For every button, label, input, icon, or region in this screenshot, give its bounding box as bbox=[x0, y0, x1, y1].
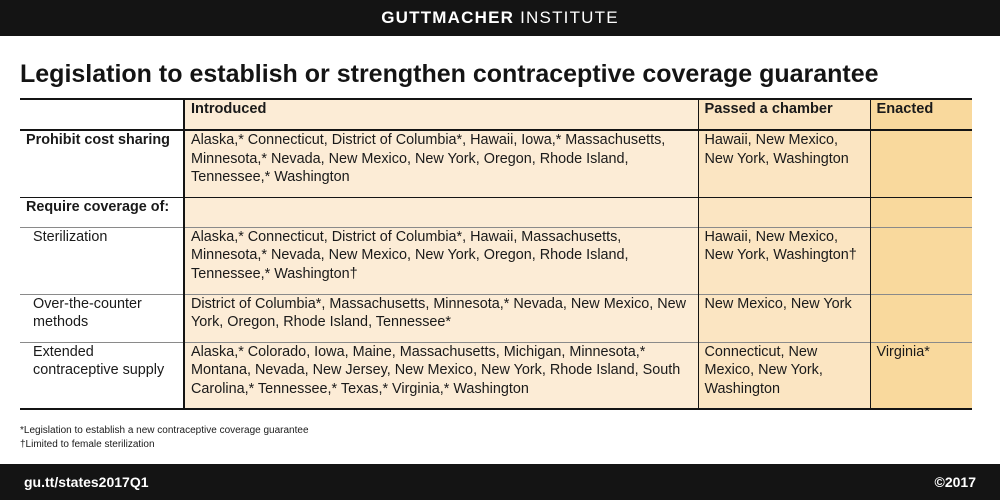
header-bar bbox=[0, 0, 1000, 36]
column-header-label bbox=[20, 99, 184, 130]
table-row bbox=[20, 294, 972, 342]
footer-link[interactable]: gu.tt/states2017Q1 bbox=[24, 474, 149, 490]
introduced-cell: Alaska,* Colorado, Iowa, Maine, Massachusetts, Michigan, Minnesota,* Montana, Nevada, New Jersey, New Mexico, New York, Rhode Island, South Carolina,* Tennessee,* Texas,* Virginia,* Washington bbox=[184, 342, 698, 409]
column-header-enacted: Enacted bbox=[870, 99, 972, 130]
introduced-cell: District of Columbia*, Massachusetts, Minnesota,* Nevada, New Mexico, New York, Oregon, Rhode Island, Tennessee* bbox=[184, 294, 698, 342]
row-label: Over-the-counter methods bbox=[33, 295, 142, 330]
row-label: Prohibit cost sharing bbox=[26, 132, 170, 148]
passed-cell: Hawaii, New Mexico, New York, Washington† bbox=[698, 227, 870, 294]
brand-name-bold: GUTTMACHER bbox=[381, 8, 515, 27]
footnotes bbox=[20, 424, 309, 452]
introduced-cell bbox=[184, 197, 698, 227]
copyright: ©2017 bbox=[934, 474, 976, 490]
table-row bbox=[20, 130, 972, 197]
enacted-cell bbox=[870, 130, 972, 197]
enacted-cell: Virginia* bbox=[870, 342, 972, 409]
row-label: Require coverage of: bbox=[26, 198, 170, 215]
row-label: Extended contraceptive supply bbox=[33, 343, 165, 378]
column-header-passed: Passed a chamber bbox=[698, 99, 870, 130]
brand-name-light: INSTITUTE bbox=[520, 8, 619, 27]
introduced-cell: Alaska,* Connecticut, District of Columbia*, Hawaii, Iowa,* Massachusetts, Minnesota,* Nevada, New Mexico, New York, Oregon, Rhode Island, Tennessee,* Washington bbox=[184, 130, 698, 197]
introduced-cell: Alaska,* Connecticut, District of Columbia*, Hawaii, Massachusetts, Minnesota,* Nevada, New Mexico, New York, Oregon, Rhode Island, Tennessee,* Washington† bbox=[184, 227, 698, 294]
table-row bbox=[20, 342, 972, 409]
passed-cell: New Mexico, New York bbox=[698, 294, 870, 342]
column-header-introduced: Introduced bbox=[184, 99, 698, 130]
passed-cell bbox=[698, 197, 870, 227]
page-title: Legislation to establish or strengthen contraceptive coverage guarantee bbox=[20, 60, 879, 88]
legislation-table bbox=[20, 98, 972, 410]
enacted-cell bbox=[870, 227, 972, 294]
passed-cell: Hawaii, New Mexico, New York, Washington bbox=[698, 130, 870, 197]
footnote-new-guarantee: *Legislation to establish a new contraceptive coverage guarantee bbox=[20, 425, 309, 436]
table-header-row bbox=[20, 99, 972, 130]
table-row bbox=[20, 227, 972, 294]
table-row bbox=[20, 197, 972, 227]
footnote-female-sterilization: †Limited to female sterilization bbox=[20, 439, 155, 450]
footer-bar bbox=[0, 464, 1000, 500]
enacted-cell bbox=[870, 197, 972, 227]
passed-cell: Connecticut, New Mexico, New York, Washington bbox=[698, 342, 870, 409]
enacted-cell bbox=[870, 294, 972, 342]
row-label: Sterilization bbox=[33, 228, 108, 245]
